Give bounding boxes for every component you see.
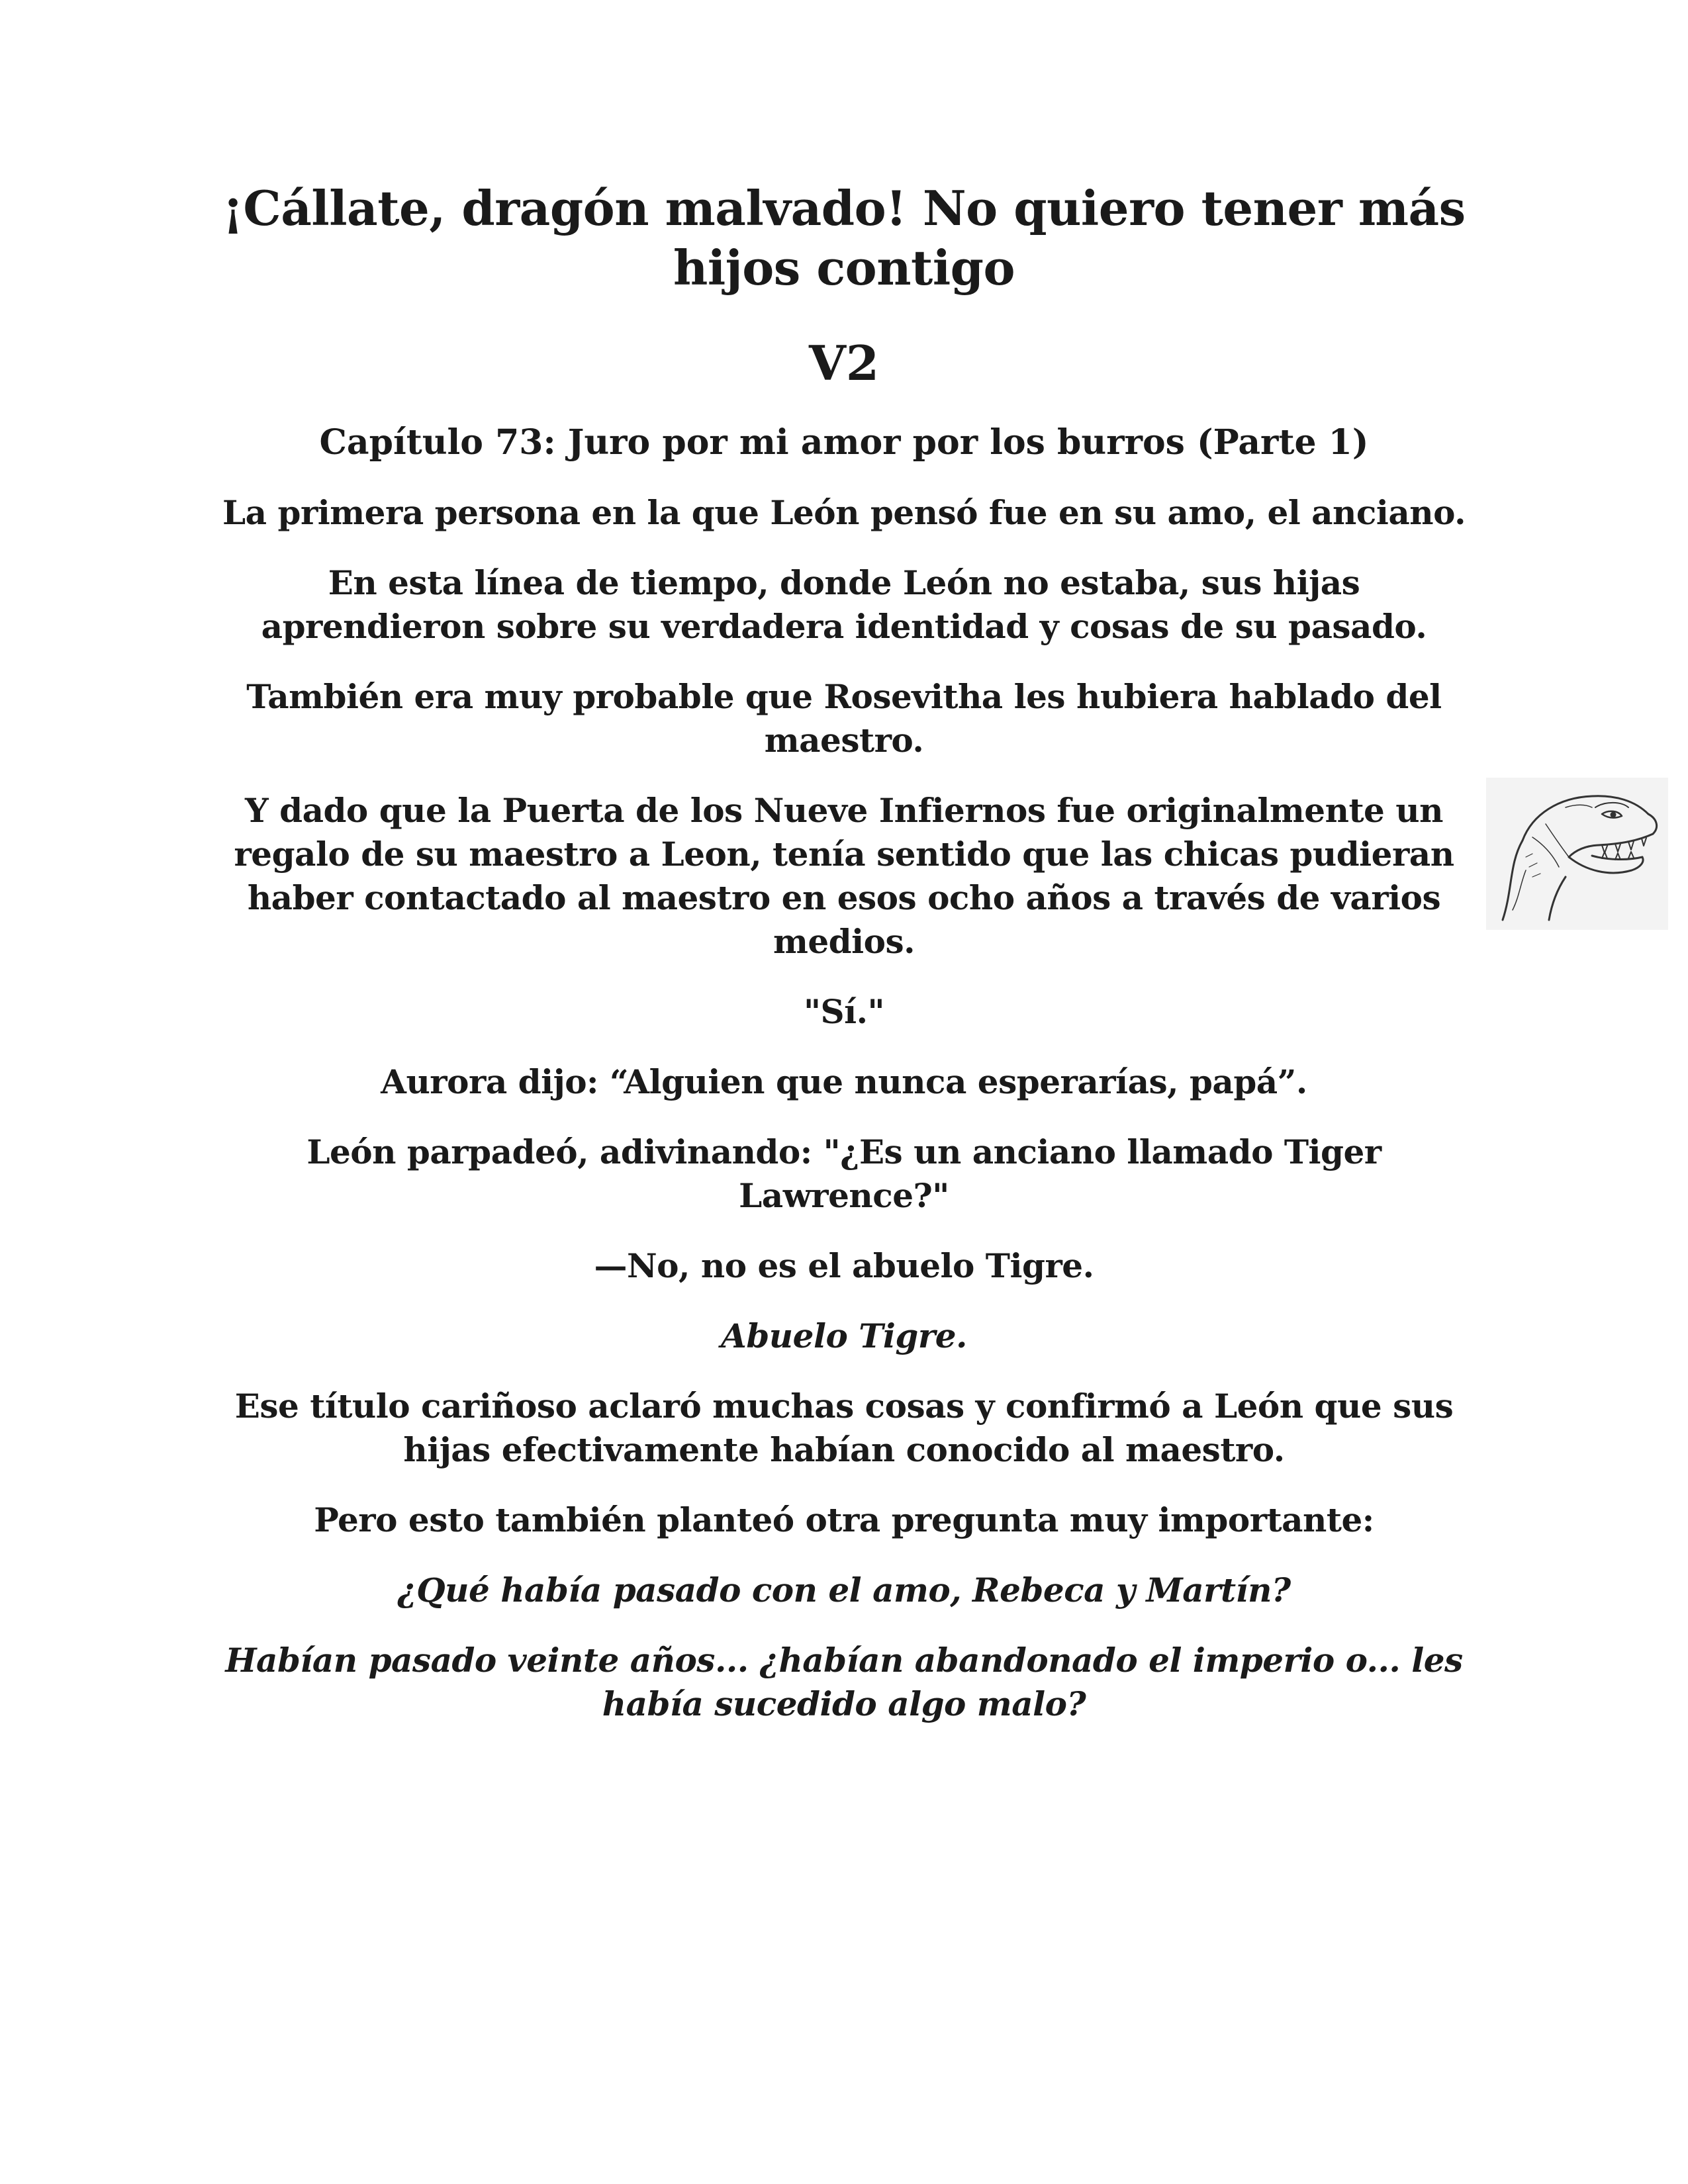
paragraph: En esta línea de tiempo, donde León no estaba, sus hijas aprendieron sobre su verdadera identidad y cosas de su pasado. xyxy=(261,563,1427,646)
paragraph-italic: Habían pasado veinte años... ¿habían abandonado el imperio o... les había sucedido algo malo? xyxy=(225,1641,1463,1723)
paragraph: León parpadeó, adivinando: "¿Es un anciano llamado Tiger Lawrence?" xyxy=(306,1132,1382,1215)
paragraph: También era muy probable que Rosevitha les hubiera hablado del maestro. xyxy=(246,677,1442,760)
volume-label: V2 xyxy=(809,335,879,391)
document-body xyxy=(218,179,1470,1726)
paragraph-italic: Abuelo Tigre. xyxy=(721,1316,967,1355)
paragraph-italic: ¿Qué había pasado con el amo, Rebeca y Martín? xyxy=(397,1570,1291,1610)
paragraph: "Sí." xyxy=(803,992,885,1031)
dinosaur-head-sketch-icon xyxy=(1486,778,1668,930)
paragraph: Y dado que la Puerta de los Nueve Infiernos fue originalmente un regalo de su maestro a Leon, tenía sentido que las chicas pudieran haber contactado al maestro en esos ocho años a través de varios medios. xyxy=(234,791,1454,961)
paragraph: —No, no es el abuelo Tigre. xyxy=(594,1246,1094,1285)
paragraph: Pero esto también planteó otra pregunta muy importante: xyxy=(314,1500,1374,1539)
paragraph: Aurora dijo: “Alguien que nunca esperarías, papá”. xyxy=(381,1062,1307,1101)
document-title: ¡Cállate, dragón malvado! No quiero tener más hijos contigo xyxy=(222,180,1466,296)
paragraph: Ese título cariñoso aclaró muchas cosas y confirmó a León que sus hijas efectivamente habían conocido al maestro. xyxy=(234,1387,1454,1469)
paragraph: La primera persona en la que León pensó fue en su amo, el anciano. xyxy=(222,493,1466,532)
chapter-heading: Capítulo 73: Juro por mi amor por los burros (Parte 1) xyxy=(319,422,1369,463)
